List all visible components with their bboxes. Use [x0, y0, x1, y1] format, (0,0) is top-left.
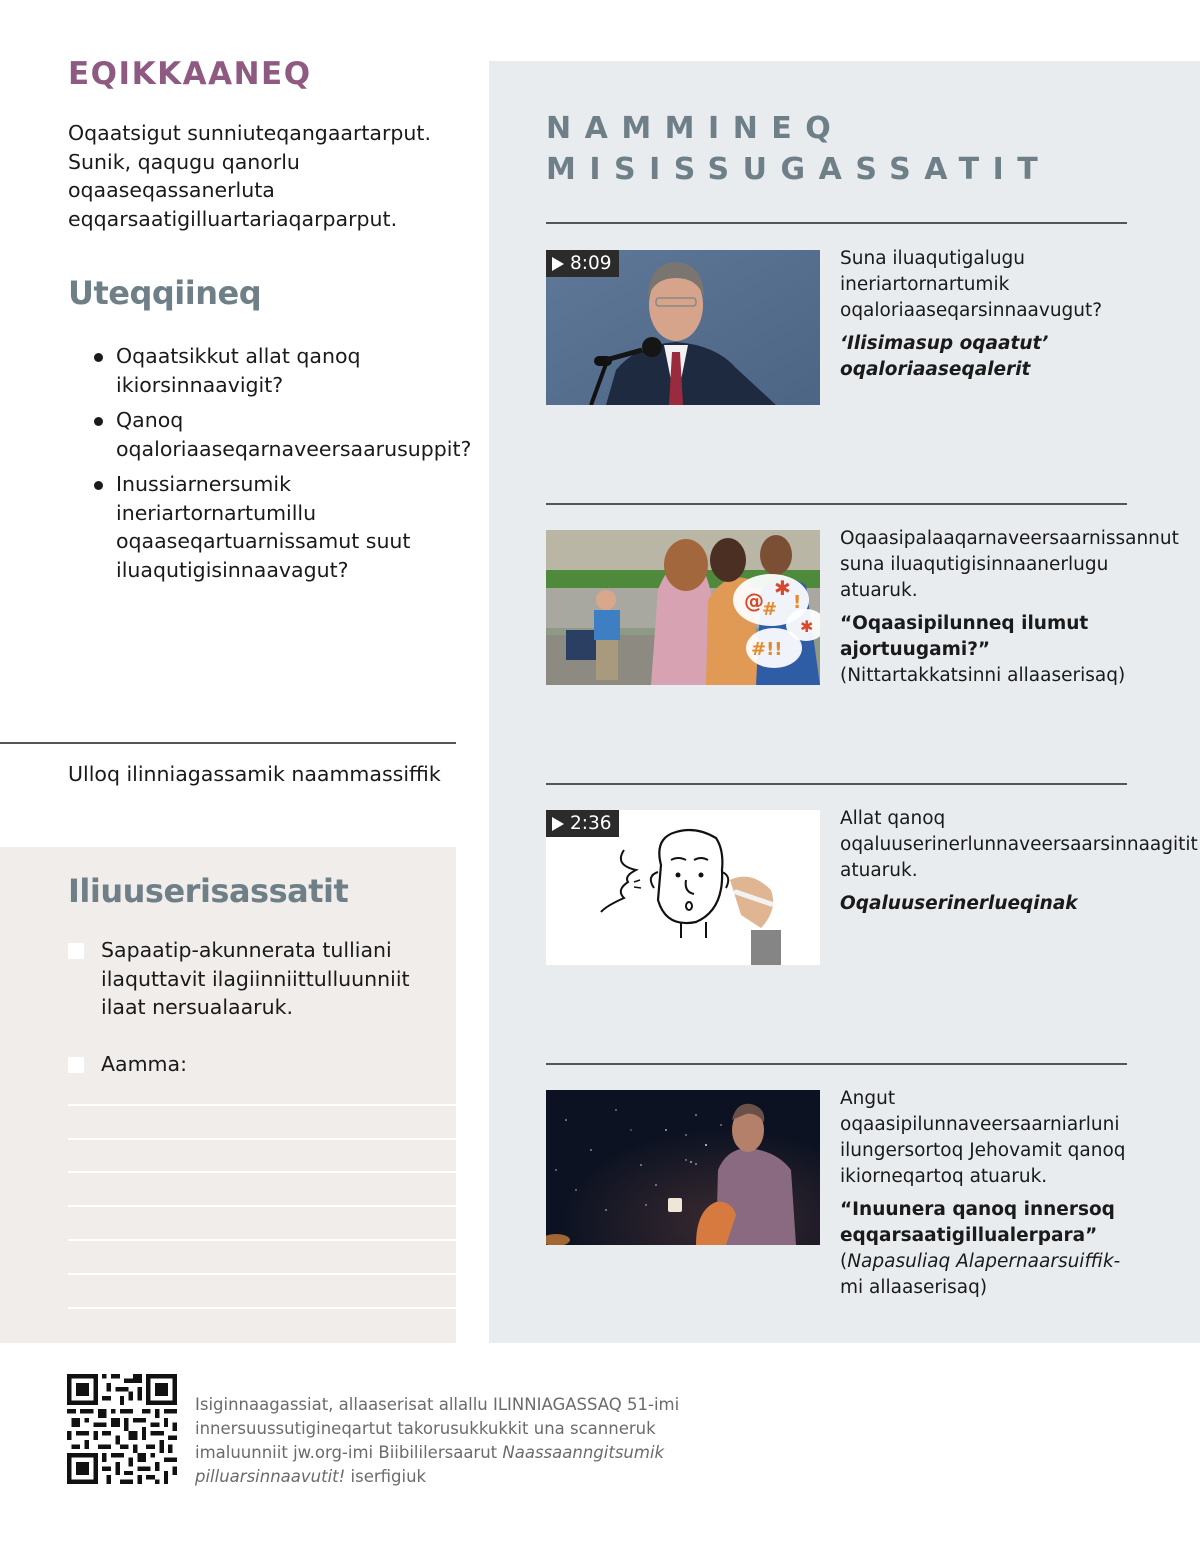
play-icon	[552, 817, 564, 831]
article-entry: Angut oqaasipilunnaveersaarniarluni ilungersortoq Jehovamit qanoq ikiorneqartoq atuaruk. “Inuunera qanoq innersoq eqqarsaatigillualerpara” (Napasuliaq Alapernaarsuiffik-mi allaaserisaq)	[840, 1086, 1130, 1301]
video-duration-badge: 2:36	[546, 810, 619, 837]
video-link[interactable]: Oqaluuserinerlueqinak	[840, 893, 1078, 914]
svg-text:#!!: #!!	[751, 639, 783, 660]
completion-date-label: Ulloq ilinniagassamik naammassiffik	[68, 762, 441, 786]
review-question: Qanoq oqaloriaaseqarnaveersaarusuppit?	[92, 406, 462, 463]
article-link[interactable]: “Oqaasipilunneq ilumut ajortuugami?”	[840, 613, 1089, 660]
footer-note: Isiginnaagassiat, allaaserisat allallu ILINNIAGASSAQ 51-imi innersuussutigineqartut takorusukkukkit una scanneruk imaluunniit jw.org-imi Biibililersaarut Naassaanngitsumik pilluarsinnaavutit! iserfigiuk	[195, 1395, 680, 1486]
bullet-icon	[94, 353, 103, 362]
writing-line[interactable]	[68, 1104, 456, 1106]
lesson-kicker: EQIKKAANEQ	[68, 56, 312, 92]
svg-text:✱: ✱	[774, 576, 791, 600]
video-entry: Suna iluaqutigalugu ineriartornartumik oqaloriaaseqarsinnaavugut? ‘Ilisimasup oqaatut’ oqaloriaaseqalerit	[840, 246, 1130, 383]
goals-panel	[0, 847, 456, 1343]
bullet-icon	[94, 417, 103, 426]
divider	[546, 503, 1127, 505]
writing-line[interactable]	[68, 1273, 456, 1275]
video-duration-badge: 8:09	[546, 250, 619, 277]
review-question: Inussiarnersumik ineriartornartumillu oqaaseqartuarnissamut suut iluaqutigisinnaavagut?	[92, 470, 462, 584]
review-heading: Uteqqiineq	[68, 274, 262, 312]
svg-text:#: #	[762, 599, 778, 620]
article-thumbnail[interactable]	[546, 530, 820, 685]
writing-line[interactable]	[68, 1171, 456, 1173]
svg-text:✱: ✱	[800, 617, 814, 636]
checkbox[interactable]	[68, 943, 84, 959]
goal-item: Sapaatip-akunnerata tulliani ilaquttavit ilagiinniittulluunniit ilaat nersualaaruk.	[68, 936, 448, 1022]
qr-code[interactable]	[67, 1374, 177, 1484]
goal-item: Aamma:	[68, 1050, 448, 1079]
video-thumbnail[interactable]	[546, 810, 820, 965]
video-link[interactable]: ‘Ilisimasup oqaatut’ oqaloriaaseqalerit	[840, 333, 1049, 380]
teens-gossip-image	[546, 530, 820, 685]
writing-line[interactable]	[68, 1205, 456, 1207]
goals-heading: Iliuuserisassatit	[68, 872, 349, 910]
brochure-title: Naassaanngitsumik pilluarsinnaavutit!	[195, 1443, 665, 1486]
checkbox[interactable]	[68, 1057, 84, 1073]
article-entry: Oqaasipalaaqarnaveersaarnissannut suna iluaqutigisinnaanerlugu atuaruk. “Oqaasipilunneq ilumut ajortuugami?” (Nittartakkatsinni allaaserisaq)	[840, 528, 1179, 686]
video-thumbnail[interactable]	[546, 250, 820, 405]
divider	[0, 742, 456, 744]
video-entry: Allat qanoq oqaluuserinerlunnaveersaarsinnaagitit atuaruk. Oqaluuserinerlueqinak	[840, 806, 1130, 917]
divider	[546, 1063, 1127, 1065]
review-questions	[92, 342, 472, 591]
article-thumbnail[interactable]	[546, 1090, 820, 1245]
play-icon	[552, 257, 564, 271]
article-link[interactable]: “Inuunera qanoq innersoq eqqarsaatigillualerpara”	[840, 1199, 1115, 1246]
divider	[546, 783, 1127, 785]
divider	[546, 222, 1127, 224]
writing-line[interactable]	[68, 1239, 456, 1241]
writing-line[interactable]	[68, 1307, 456, 1309]
bullet-icon	[94, 481, 103, 490]
qr-code-icon	[67, 1374, 177, 1484]
self-study-title: NAMMINEQ MISISSUGASSATIT	[546, 111, 1052, 187]
svg-text:@: @	[744, 589, 764, 613]
night-campfire-image	[546, 1090, 820, 1245]
svg-text:!: !	[793, 592, 802, 613]
lesson-intro: Oqaatsigut sunniuteqangaartarput. Sunik, qaqugu qanorlu oqaaseqassanerluta eqqarsaatigilluartariaqarparput.	[68, 121, 431, 231]
writing-line[interactable]	[68, 1138, 456, 1140]
review-question: Oqaatsikkut allat qanoq ikiorsinnaavigit?	[92, 342, 462, 399]
